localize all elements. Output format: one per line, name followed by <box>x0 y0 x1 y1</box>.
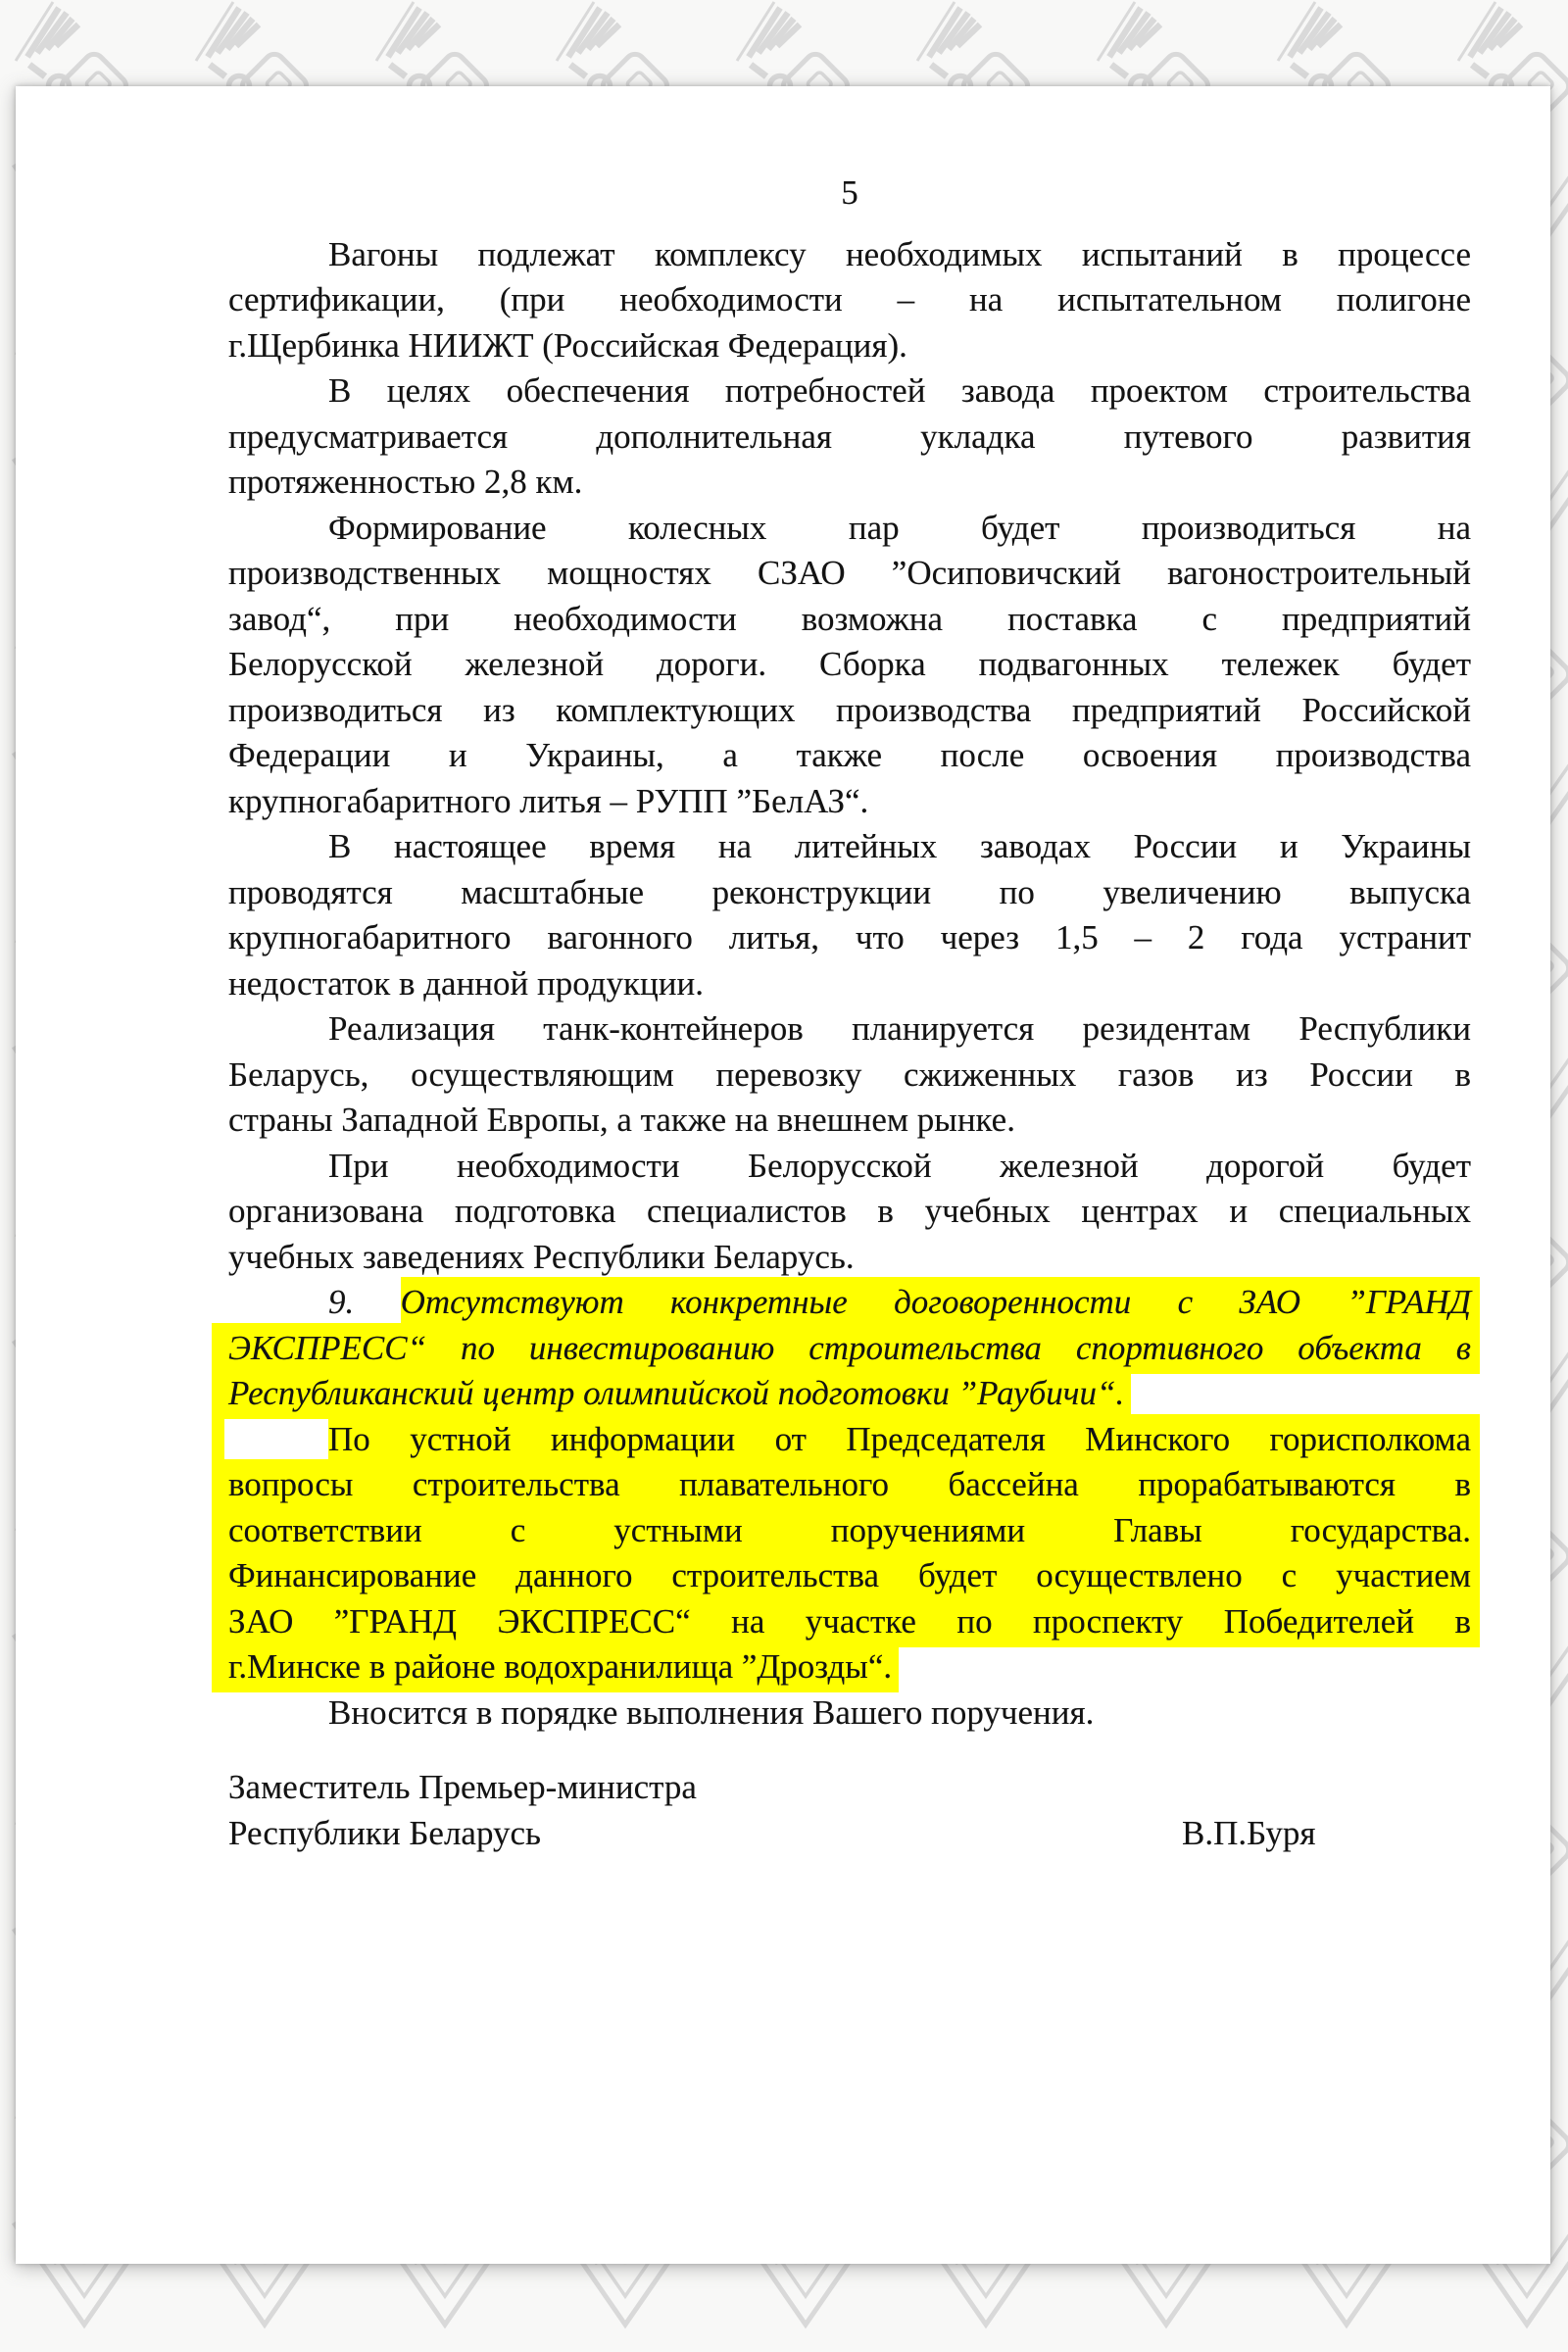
text-line <box>228 1326 1471 1372</box>
text-line <box>228 961 1471 1007</box>
text-run: страны Западной Европы, а также на внешнем рынке. <box>228 1101 1015 1139</box>
signature-position-line-2 <box>228 1811 1471 1857</box>
text-line <box>228 597 1471 643</box>
text-line <box>228 1508 1471 1554</box>
text-run: протяженностью 2,8 км. <box>228 463 583 501</box>
text-line <box>228 1006 1471 1053</box>
text-run: Формирование колесных пар будет производиться на <box>328 508 1471 547</box>
paragraph <box>228 506 1471 825</box>
text-run: недостаток в данной продукции. <box>228 963 704 1003</box>
text-line <box>228 1053 1471 1099</box>
text-line <box>228 642 1471 688</box>
text-line <box>228 1644 1471 1690</box>
text-line <box>228 1189 1471 1235</box>
highlighted-text: Финансирование данного строительства будет осуществлено с участием <box>212 1550 1480 1601</box>
highlighted-text: Республиканский центр олимпийской подготовки ”Раубичи“. <box>212 1368 1131 1419</box>
text-line <box>228 688 1471 734</box>
signature-block <box>228 1765 1471 1856</box>
signature-position: Республики Беларусь <box>228 1813 541 1852</box>
text-line <box>228 460 1471 506</box>
paragraph <box>228 1417 1471 1690</box>
text-run: завод“, при необходимости возможна поставка с предприятий <box>228 599 1471 638</box>
paragraph <box>228 232 1471 369</box>
text-run: Белорусской железной дороги. Сборка подвагонных тележек будет <box>228 645 1471 683</box>
text-line <box>228 915 1471 961</box>
text-run: крупногабаритного литья – РУПП ”БелАЗ“. <box>228 781 869 820</box>
text-line <box>228 323 1471 369</box>
paragraph <box>228 824 1471 1006</box>
list-number: 9. <box>328 1283 401 1321</box>
highlighted-text: соответствии с устными поручениями Главы государства. <box>212 1505 1480 1556</box>
highlight-sliver <box>212 1414 224 1465</box>
text-run: сертификации, (при необходимости – на испытательном полигоне <box>228 280 1471 318</box>
text-line <box>228 277 1471 323</box>
document-content <box>228 86 1471 1856</box>
highlighted-text: По устной информации от Председателя Минского горисполкома <box>328 1414 1480 1465</box>
text-line <box>228 415 1471 461</box>
text-run: учебных заведениях Республики Беларусь. <box>228 1237 855 1276</box>
text-line <box>228 1599 1471 1645</box>
signature-position-line-1 <box>228 1765 1471 1811</box>
text-run: Реализация танк-контейнеров планируется резидентам Республики <box>328 1009 1471 1048</box>
text-line <box>228 1553 1471 1599</box>
text-run: организована подготовка специалистов в учебных центрах и специальных <box>228 1192 1471 1230</box>
paragraph <box>228 368 1471 506</box>
text-run: При необходимости Белорусской железной дорогой будет <box>328 1146 1471 1185</box>
highlighted-text: ЗАО ”ГРАНД ЭКСПРЕСС“ на участке по проспекту Победителей в <box>212 1596 1480 1647</box>
highlighted-text: г.Минске в районе водохранилища ”Дрозды“. <box>212 1642 899 1692</box>
document-body <box>228 232 1471 1737</box>
text-run: производиться из комплектующих производства предприятий Российской <box>228 690 1471 729</box>
page-number: 5 <box>841 173 858 212</box>
paragraph <box>228 1144 1471 1281</box>
text-run: проводятся масштабные реконструкции по увеличению выпуска <box>228 872 1471 911</box>
paragraph <box>228 1690 1471 1737</box>
text-line <box>228 1144 1471 1190</box>
paragraph <box>228 1006 1471 1144</box>
text-run: г.Щербинка НИИЖТ (Российская Федерация). <box>228 325 907 365</box>
document-page <box>16 86 1550 2264</box>
highlighted-text: Отсутствуют конкретные договоренности с ЗАО ”ГРАНД <box>401 1277 1480 1328</box>
text-line <box>228 1098 1471 1144</box>
text-run: В целях обеспечения потребностей завода проектом строительства <box>328 371 1471 410</box>
text-line <box>228 1371 1471 1417</box>
text-line <box>228 1235 1471 1281</box>
signature-name: В.П.Буря <box>1182 1813 1316 1852</box>
text-line <box>228 870 1471 916</box>
text-line <box>228 1462 1471 1508</box>
text-line <box>228 824 1471 870</box>
text-run: Федерации и Украины, а также после освоения производства <box>228 736 1471 774</box>
highlighted-text: вопросы строительства плавательного бассейна прорабатываются в <box>212 1459 1480 1510</box>
text-run: Беларусь, осуществляющим перевозку сжиженных газов из России в <box>228 1054 1471 1094</box>
signature-position: Заместитель Премьер-министра <box>228 1768 697 1806</box>
text-run: крупногабаритного вагонного литья, что через 1,5 – 2 года устранит <box>228 918 1471 956</box>
text-line <box>228 1690 1471 1737</box>
text-line <box>228 368 1471 415</box>
text-line <box>228 1417 1471 1463</box>
text-line <box>228 1280 1471 1326</box>
text-run: Вагоны подлежат комплексу необходимых испытаний в процессе <box>328 234 1471 273</box>
text-line <box>228 733 1471 779</box>
text-line <box>228 232 1471 278</box>
highlighted-text: ЭКСПРЕСС“ по инвестированию строительства спортивного объекта в <box>212 1323 1480 1374</box>
text-run: производственных мощностях СЗАО ”Осиповичский вагоностроительный <box>228 554 1471 592</box>
text-line <box>228 779 1471 825</box>
text-line <box>228 551 1471 597</box>
paragraph <box>228 1280 1471 1417</box>
text-line <box>228 506 1471 552</box>
text-run: В настоящее время на литейных заводах России и Украины <box>328 827 1471 865</box>
text-run: Вносится в порядке выполнения Вашего поручения. <box>328 1692 1095 1732</box>
text-run: предусматривается дополнительная укладка путевого развития <box>228 416 1471 456</box>
